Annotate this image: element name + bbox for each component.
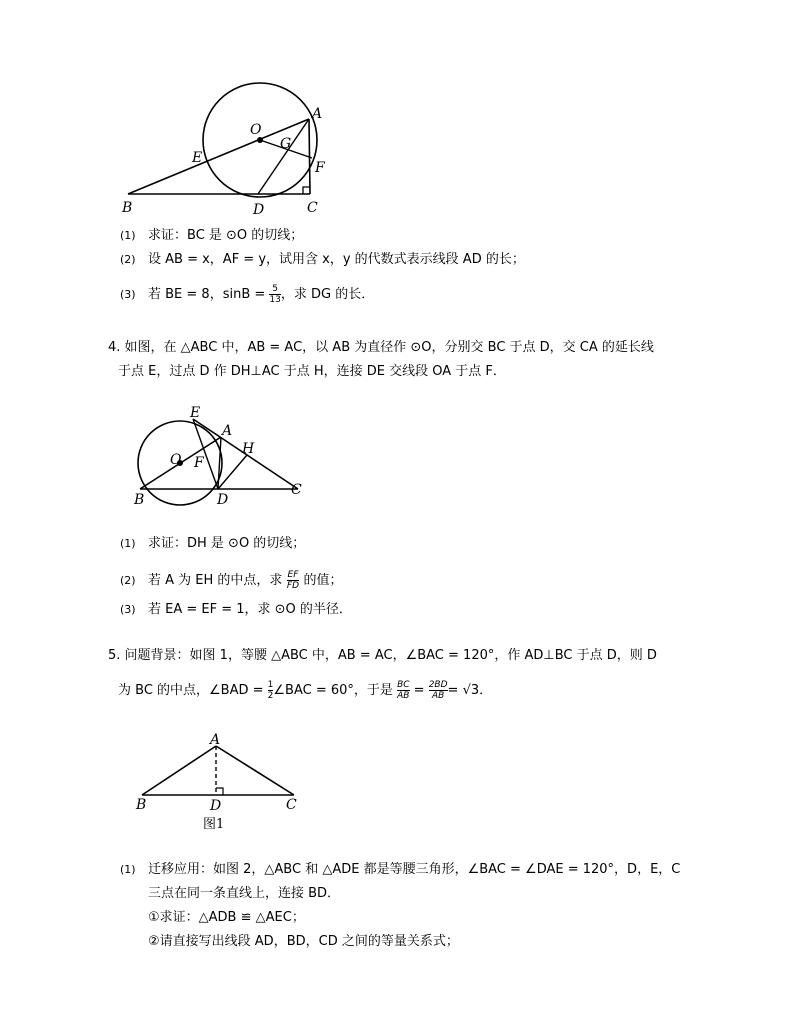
frac-5-13: $\frac{5}{13}$ [269, 284, 281, 305]
label-a2: A [222, 423, 233, 439]
line-ba [128, 119, 309, 194]
frac-bc-ab: $\frac{BC}{AB}$ [397, 680, 410, 701]
figure-caption: 图1 [203, 817, 225, 832]
label-c: C [307, 200, 318, 216]
frac-half: $\frac{1}{2}$ [267, 680, 274, 701]
q5-sub2: ②请直接写出线段 AD，BD，CD 之间的等量关系式； [148, 934, 459, 949]
right-angle-mark [303, 187, 310, 194]
line-ac3 [216, 746, 294, 795]
label-c2: C [291, 482, 302, 498]
q5-stem-line1: 5. 问题背景：如图 1，等腰 △ABC 中，AB = AC，∠BAC = 120°，作 AD⊥BC 于点 D，则 D [108, 648, 657, 663]
figure-isosceles [130, 728, 310, 838]
q5-part1-line1: (1) 迁移应用：如图 2，△ABC 和 △ADE 都是等腰三角形，∠BAC = ∠DAE = 120°，D，E，C [120, 862, 681, 877]
q5-sub1: ①求证：△ADB ≌ △AEC； [148, 910, 305, 925]
q5-part1-line2: 三点在同一条直线上，连接 BD． [148, 886, 341, 901]
frac-ef-fd: $\frac{EF}{FD}$ [286, 570, 300, 591]
frac-2bd-ab: $\frac{2BD}{AB}$ [428, 680, 448, 701]
label-f2: F [194, 455, 204, 471]
figure-triangle-circle [130, 400, 320, 510]
q4-stem-line2: 于点 E，过点 D 作 DH⊥AC 于点 H，连接 DE 交线段 OA 于点 F． [118, 364, 506, 379]
label-d3: D [210, 798, 222, 814]
label-b: B [122, 200, 133, 216]
label-a3: A [210, 732, 221, 748]
label-e: E [192, 150, 203, 166]
figure-circle-tangent [110, 80, 350, 220]
label-b2: B [134, 492, 145, 508]
label-f: F [315, 160, 325, 176]
label-b3: B [136, 797, 147, 813]
q4-part2: (2) 若 A 为 EH 的中点，求 $\frac{EF}{FD}$ 的值； [120, 570, 343, 591]
label-g: G [280, 136, 292, 152]
q3-part1: (1) 求证：BC 是 ⊙O 的切线； [120, 228, 304, 243]
label-d2: D [217, 492, 229, 508]
label-o: O [250, 122, 262, 138]
q4-part1: (1) 求证：DH 是 ⊙O 的切线； [120, 536, 306, 551]
label-h: H [242, 441, 255, 457]
label-c3: C [286, 797, 297, 813]
label-e2: E [190, 405, 201, 421]
q4-part3: (3) 若 EA = EF = 1，求 ⊙O 的半径． [120, 602, 352, 617]
q3-part2: (2) 设 AB = x，AF = y，试用含 x，y 的代数式表示线段 AD 的长； [120, 252, 525, 267]
label-o2: O [170, 452, 182, 468]
q3-part3: (3) 若 BE = 8，sinB = $\frac{5}{13}$ ，求 DG 的长． [120, 284, 375, 305]
q5-stem-line2: 为 BC 的中点，∠BAD = $\frac{1}{2}$ ∠BAC = 60°，于是 $\frac{BC}{AB}$ = $\frac{2BD}{AB}$ = √3． [118, 680, 493, 701]
label-a: A [312, 106, 323, 122]
right-angle-mark3 [216, 788, 223, 795]
line-ba3 [142, 746, 216, 795]
q4-stem-line1: 4. 如图，在 △ABC 中，AB = AC，以 AB 为直径作 ⊙O，分别交 BC 于点 D，交 CA 的延长线 [108, 340, 654, 355]
label-d: D [253, 202, 265, 218]
